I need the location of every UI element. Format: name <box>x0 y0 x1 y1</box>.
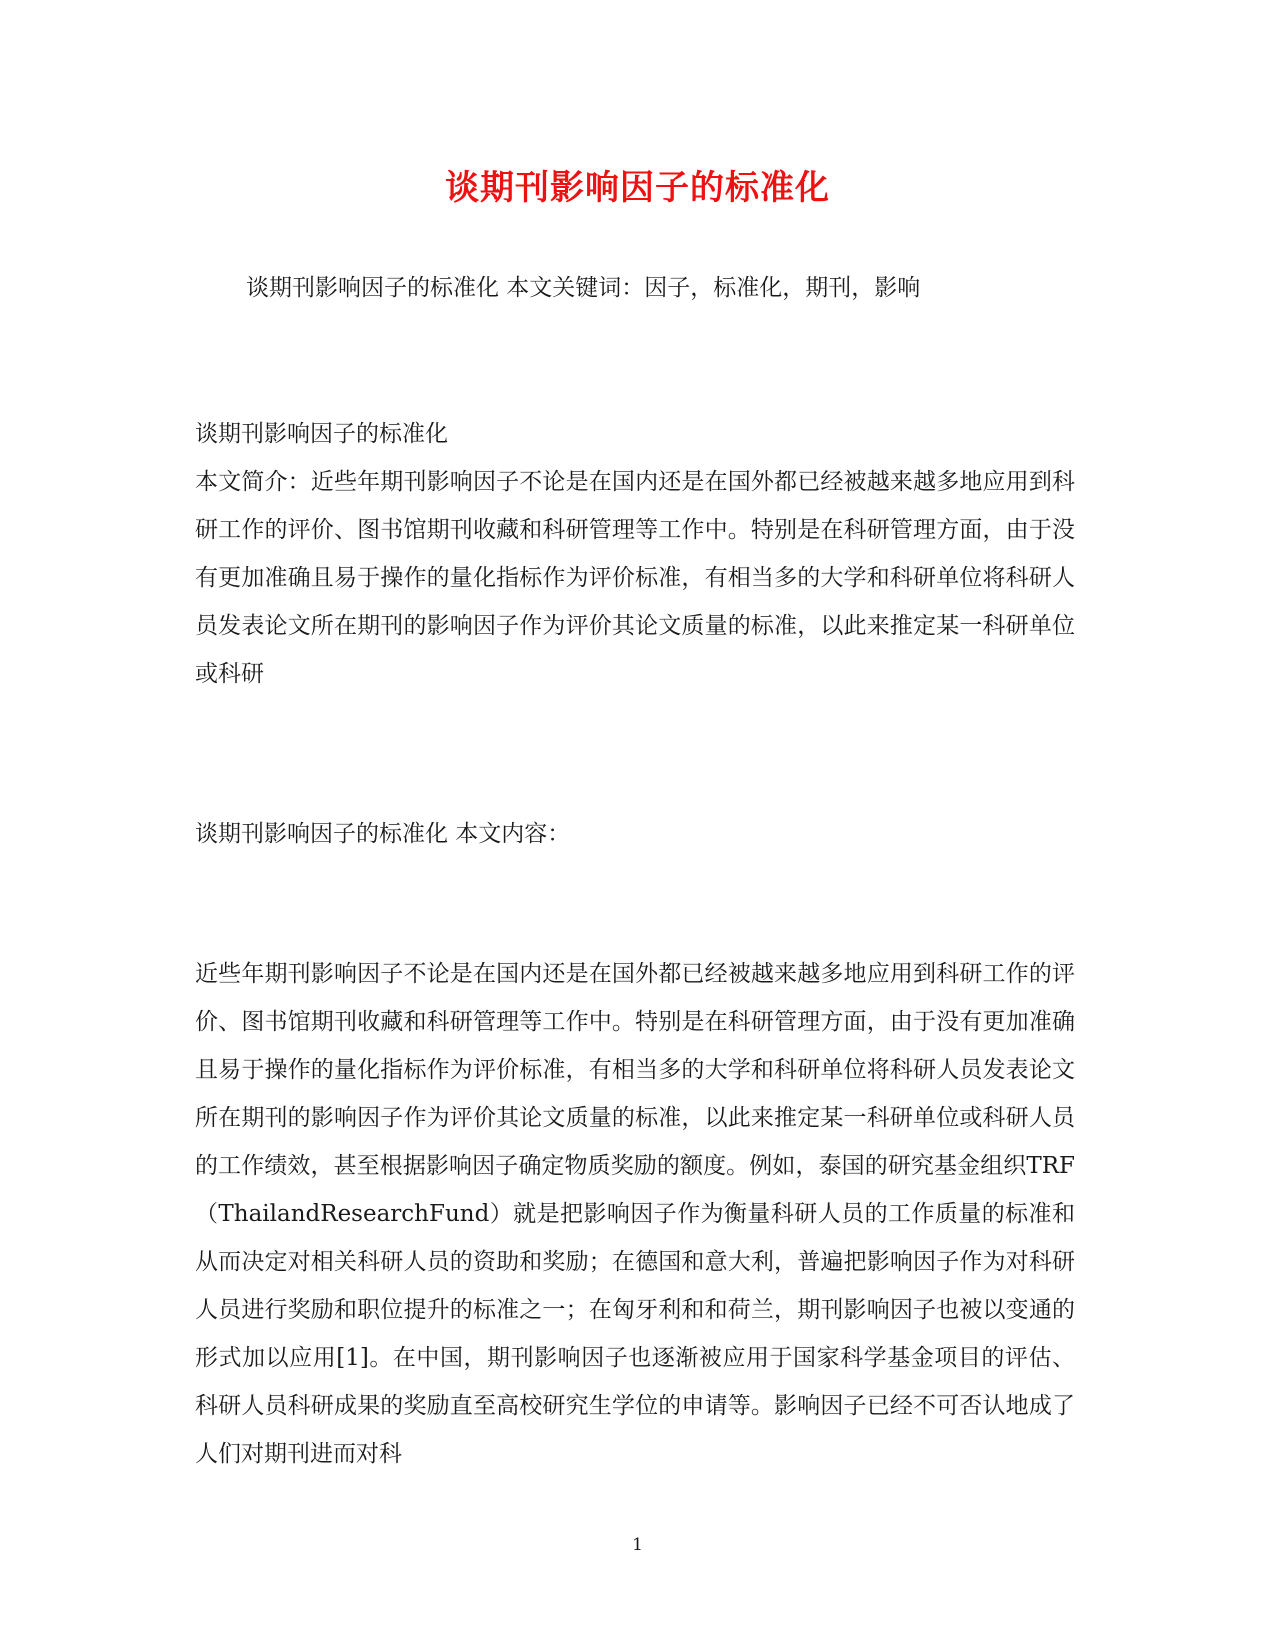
page-number: 1 <box>632 1535 643 1555</box>
intro-paragraph <box>195 458 1075 698</box>
body-text: 近些年期刊影响因子不论是在国内还是在国外都已经被越来越多地应用到科研工作的评价、图书馆期刊收藏和科研管理等工作中。特别是在科研管理方面，由于没有更加准确且易于操作的量化指标作为评价标准，有相当多的大学和科研单位将科研人员发表论文所在期刊的影响因子作为评价其论文质量的标准，以此来推定某一科研单位或科研人员的工作绩效，甚至根据影响因子确定物质奖励的额度。例如，泰国的研究基金组织TRF（ThailandResearchFund）就是把影响因子作为衡量科研人员的工作质量的标准和从而决定对相关科研人员的资助和奖励；在德国和意大利，普遍把影响因子作为对科研人员进行奖励和职位提升的标准之一；在匈牙利和和荷兰，期刊影响因子也被以变通的形式加以应用[1]。在中国，期刊影响因子也逐渐被应用于国家科学基金项目的评估、科研人员科研成果的奖励直至高校研究生学位的申请等。影响因子已经不可否认地成了人们对期刊进而对科 <box>195 961 1075 1467</box>
body-paragraph <box>195 950 1075 1478</box>
document-title: 谈期刊影响因子的标准化 <box>445 168 830 208</box>
subtitle-text: 谈期刊影响因子的标准化 <box>195 421 448 447</box>
content-label-text: 谈期刊影响因子的标准化 本文内容： <box>195 821 571 847</box>
section-subtitle <box>195 418 1075 450</box>
keywords-line: 谈期刊影响因子的标准化 本文关键词：因子，标准化，期刊，影响 <box>246 275 921 301</box>
intro-text: 本文简介：近些年期刊影响因子不论是在国内还是在国外都已经被越来越多地应用到科研工作的评价、图书馆期刊收藏和科研管理等工作中。特别是在科研管理方面，由于没有更加准确且易于操作的量化指标作为评价标准，有相当多的大学和科研单位将科研人员发表论文所在期刊的影响因子作为评价其论文质量的标准，以此来推定某一科研单位或科研 <box>195 469 1075 687</box>
content-label <box>195 818 1075 850</box>
